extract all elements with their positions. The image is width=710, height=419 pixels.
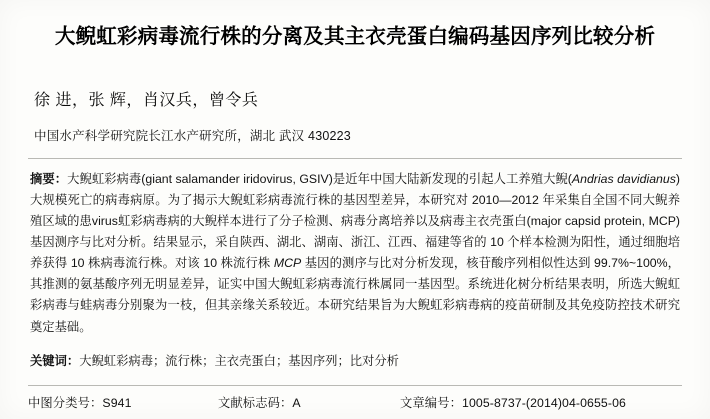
footer-block [28,385,682,411]
abstract-text-3: 基因的测序与比对分析发现，核苷酸序列相似性达到 99.7%~100%，其推测的氨基酸序列无明显差异，证实中国大鲵虹彩病毒流行株属同一基因型。系统进化树分析结果表明，所选大鲵虹彩病毒与蛙病毒分别聚为一枝，但其亲缘关系较近。本研究结果旨为大鲵虹彩病毒病的疫苗研制及其免疫防控技术研究奠定基础。 [30,256,680,334]
document-code-label: 文献标志码： [218,396,293,410]
article-id-label: 文章编号： [400,396,462,410]
clc-label: 中图分类号： [28,396,103,410]
article-id [400,393,682,411]
abstract-text-2: )大规模死亡的病毒病原。为了揭示大鲵虹彩病毒流行株的基因型差异，本研究对 2010—2012 年采集自全国不同大鲵养殖区域的患virus虹彩病毒病的大鲵样本进行了分子检测、病毒分离培养以及病毒主衣壳蛋白(major capsid protein, MCP)基因测序与比对分析。结果显示，采自陕西、湖北、湖南、浙江、江西、福建等省的 10 个样本检测为阳性，通过细胞培养获得 10 株病毒流行株。对该 10 株流行株 [30,171,680,271]
abstract-block [30,169,680,338]
document-code-value: A [292,396,301,410]
clc-value: S941 [102,396,132,410]
affiliation: 中国水产科学研究院长江水产研究所，湖北 武汉 430223 [34,128,351,143]
footer-row [28,393,682,411]
author-list: 徐 进，张 辉，肖汉兵，曾令兵 [34,91,259,109]
abstract-italic-1: Andrias davidianus [571,171,676,186]
page-title: 大鲵虹彩病毒流行株的分离及其主衣壳蛋白编码基因序列比较分析 [54,25,656,48]
divider-top [28,158,682,159]
abstract-text-1: 大鲵虹彩病毒(giant salamander iridovirus, GSIV)是近年中国大陆新发现的引起人工养殖大鲵( [67,171,572,186]
keywords-text: 大鲵虹彩病毒；流行株；主衣壳蛋白；基因序列；比对分析 [79,353,399,368]
article-id-value: 1005-8737-(2014)04-0655-06 [462,396,626,410]
abstract-label: 摘要： [30,171,68,186]
document-code [218,393,400,411]
keywords-block [30,351,680,369]
divider-bottom [28,385,682,386]
clc-number [28,393,218,411]
abstract-italic-2: MCP [273,256,302,271]
keywords-label: 关键词： [30,353,80,368]
